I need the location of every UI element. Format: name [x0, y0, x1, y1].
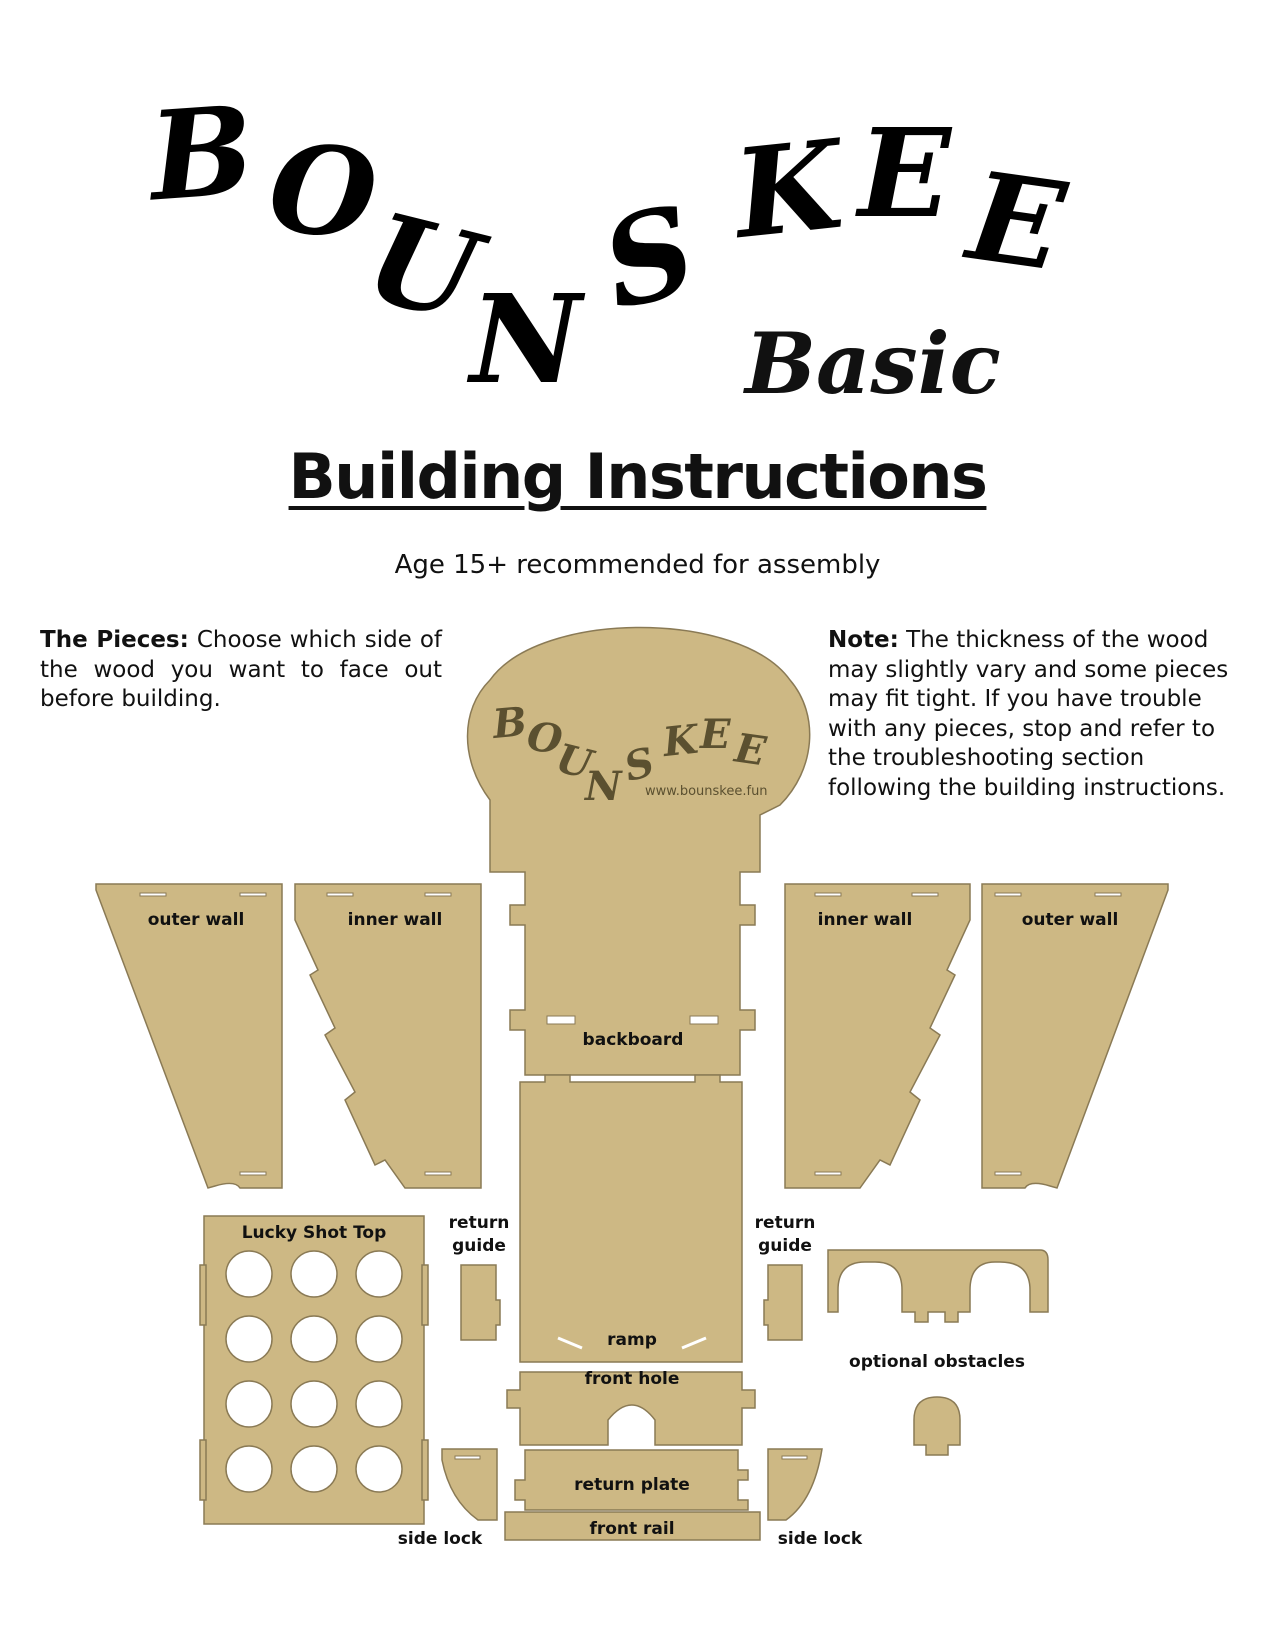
logo-letter-k: K: [727, 111, 849, 267]
lucky-hole: [226, 1381, 272, 1427]
optional-obstacle-large-piece: [828, 1250, 1048, 1322]
backboard-slot-left: [547, 1016, 575, 1024]
inner-wall-right-slot-1: [815, 893, 841, 896]
board-logo-b: B: [490, 698, 529, 748]
label-return-guide-left-1: return: [448, 1213, 510, 1233]
logo-letter-e1: E: [858, 101, 951, 245]
lucky-shot-top-tab-left-2: [200, 1440, 206, 1500]
side-lock-right-slot: [782, 1456, 807, 1459]
lucky-hole: [226, 1446, 272, 1492]
note-body: The thickness of the wood may slightly vary and some pieces may fit tight. If you have trouble with any pieces, stop and refer to the troubleshooting section following the building instructions.: [828, 627, 1229, 801]
board-logo-n: N: [585, 763, 622, 810]
label-outer-wall-right: outer wall: [1021, 910, 1119, 930]
logo-subtitle: Basic: [745, 314, 1001, 413]
logo-letter-s: S: [588, 176, 710, 338]
label-return-guide-right-2: guide: [758, 1236, 812, 1256]
lucky-hole: [291, 1251, 337, 1297]
inner-wall-right-slot-2: [912, 893, 938, 896]
lucky-hole: [356, 1381, 402, 1427]
lucky-shot-top-tab-right: [422, 1265, 428, 1325]
return-guide-right-piece: [764, 1265, 802, 1340]
outer-wall-right-slot-2: [1095, 893, 1121, 896]
label-return-plate: return plate: [574, 1475, 690, 1495]
label-lucky-shot-top: Lucky Shot Top: [241, 1223, 387, 1243]
note-label: Note:: [828, 627, 899, 653]
backboard-slot-right: [690, 1016, 718, 1024]
label-return-guide-right-1: return: [754, 1213, 816, 1233]
label-inner-wall-right: inner wall: [817, 910, 913, 930]
inner-wall-left-slot-2: [425, 893, 451, 896]
board-logo-k: K: [660, 715, 701, 767]
label-front-hole: front hole: [584, 1369, 680, 1389]
pieces-body: Choose which side of the wood you want to face out before building.: [40, 627, 442, 712]
lucky-hole: [356, 1316, 402, 1362]
label-inner-wall-left: inner wall: [347, 910, 443, 930]
label-side-lock-left: side lock: [397, 1529, 483, 1549]
lucky-hole: [291, 1446, 337, 1492]
optional-obstacle-small-piece: [914, 1397, 960, 1455]
logo-letter-b: B: [145, 77, 259, 229]
label-front-rail: front rail: [589, 1519, 675, 1539]
logo-letter-n: N: [470, 267, 582, 411]
logo-letter-o: O: [262, 113, 384, 269]
outer-wall-right-slot-1: [995, 893, 1021, 896]
outer-wall-left-slot-1: [140, 893, 166, 896]
inner-wall-left-slot-3: [425, 1172, 451, 1175]
label-ramp: ramp: [607, 1330, 657, 1350]
label-side-lock-right: side lock: [777, 1529, 863, 1549]
outer-wall-left-slot-3: [240, 1172, 266, 1175]
board-logo-s: S: [619, 738, 660, 791]
lucky-shot-top-tab-right-2: [422, 1440, 428, 1500]
return-guide-left-piece: [461, 1265, 500, 1340]
page-title: Building Instructions: [288, 440, 987, 513]
inner-wall-left-slot-1: [327, 893, 353, 896]
outer-wall-left-slot-2: [240, 893, 266, 896]
logo-letter-e2: E: [960, 143, 1073, 299]
label-backboard: backboard: [582, 1030, 684, 1050]
side-lock-left-slot: [455, 1456, 480, 1459]
label-return-guide-left-2: guide: [452, 1236, 506, 1256]
age-note: Age 15+ recommended for assembly: [394, 550, 881, 580]
label-outer-wall-left: outer wall: [147, 910, 245, 930]
label-optional-obstacles: optional obstacles: [849, 1352, 1025, 1372]
lucky-hole: [356, 1251, 402, 1297]
board-logo-o: O: [524, 712, 566, 764]
inner-wall-right-slot-3: [815, 1172, 841, 1175]
board-logo-url: www.bounskee.fun: [645, 784, 768, 799]
lucky-hole: [291, 1381, 337, 1427]
board-logo-u: U: [551, 734, 597, 789]
side-lock-left-piece: [442, 1449, 497, 1520]
logo-letter-u: U: [354, 184, 493, 350]
side-lock-right-piece: [768, 1449, 822, 1520]
lucky-shot-top-tab-left: [200, 1265, 206, 1325]
lucky-hole: [291, 1316, 337, 1362]
board-logo-e1: E: [700, 711, 731, 758]
backboard-piece: [468, 628, 810, 1076]
pieces-label: The Pieces:: [40, 627, 189, 653]
outer-wall-right-slot-3: [995, 1172, 1021, 1175]
lucky-hole: [356, 1446, 402, 1492]
lucky-hole: [226, 1251, 272, 1297]
ramp-piece: [520, 1075, 742, 1362]
lucky-hole: [226, 1316, 272, 1362]
board-logo-e2: E: [731, 724, 769, 776]
